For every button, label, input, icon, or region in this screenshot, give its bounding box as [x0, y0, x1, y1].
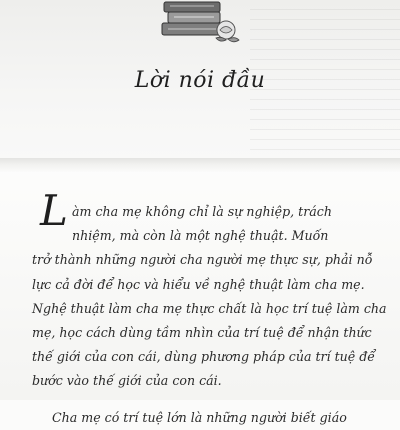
page-title: Lời nói đầu — [134, 68, 266, 93]
books-and-rose-icon — [158, 0, 242, 46]
text-line: thế giới của con cái, dùng phương pháp của trí tuệ để — [32, 349, 376, 365]
text-line: lực cả đời để học và hiểu về nghệ thuật làm cha mẹ. — [32, 276, 365, 292]
text-line: trở thành những người cha người mẹ thực sự, phải nỗ — [32, 252, 373, 268]
drop-cap: L — [40, 186, 68, 235]
text-line: bước vào thế giới của con cái. — [32, 373, 222, 389]
text-line: nhiệm, mà còn là một nghệ thuật. Muốn — [72, 228, 329, 244]
text-line: àm cha mẹ không chỉ là sự nghiệp, trách — [72, 204, 332, 219]
text-line: mẹ, học cách dùng tầm nhìn của trí tuệ để nhận thức — [32, 325, 372, 341]
body-text — [32, 200, 387, 430]
text-line: Cha mẹ có trí tuệ lớn là những người biết giáo — [52, 409, 347, 425]
page-fold-seam — [0, 158, 400, 172]
text-line: Nghệ thuật làm cha mẹ thực chất là học trí tuệ làm cha — [32, 300, 387, 316]
